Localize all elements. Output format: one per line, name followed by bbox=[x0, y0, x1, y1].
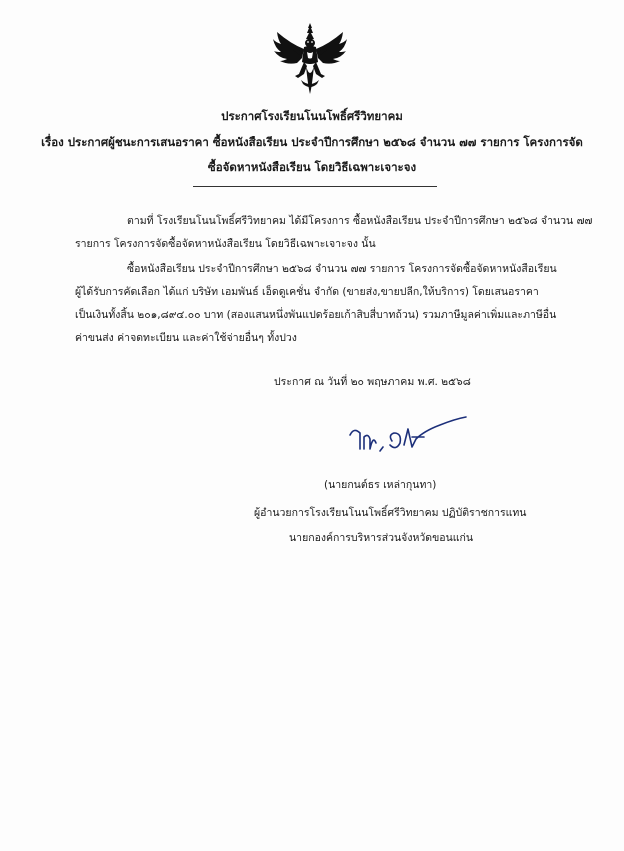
paragraph-1-line-1: ตามที่ โรงเรียนโนนโพธิ์ศรีวิทยาคม ได้มีโครงการ ซื้อหนังสือเรียน ประจำปีการศึกษา ๒๕๖๘ จำนวน ๗๗ bbox=[127, 215, 593, 227]
announcement-title: ประกาศโรงเรียนโนนโพธิ์ศรีวิทยาคม bbox=[221, 109, 403, 123]
paragraph-2-line-4: ค่าขนส่ง ค่าจดทะเบียน และค่าใช้จ่ายอื่นๆ ทั้งปวง bbox=[75, 332, 297, 344]
signer-position-line-2: นายกองค์การบริหารส่วนจังหวัดขอนแก่น bbox=[289, 532, 474, 544]
title-divider bbox=[193, 186, 437, 187]
subject-line-1: เรื่อง ประกาศผู้ชนะการเสนอราคา ซื้อหนังสือเรียน ประจำปีการศึกษา ๒๕๖๘ จำนวน ๗๗ รายการ โครงการจัด bbox=[41, 135, 583, 149]
signer-position-line-1: ผู้อำนวยการโรงเรียนโนนโพธิ์ศรีวิทยาคม ปฏิบัติราชการแทน bbox=[254, 507, 527, 519]
paragraph-2-line-3: เป็นเงินทั้งสิ้น ๒๐๑,๘๙๔.๐๐ บาท (สองแสนหนึ่งพันแปดร้อยเก้าสิบสี่บาทถ้วน) รวมภาษีมูลค่าเพิ่มและภาษีอื่น bbox=[75, 309, 557, 321]
signer-name: (นายกนต์ธร เหล่ากุนทา) bbox=[324, 479, 437, 491]
paragraph-1-line-2: รายการ โครงการจัดซื้อจัดหาหนังสือเรียน โดยวิธีเฉพาะเจาะจง นั้น bbox=[75, 238, 376, 250]
announcement-date: ประกาศ ณ วันที่ ๒๐ พฤษภาคม พ.ศ. ๒๕๖๘ bbox=[274, 376, 471, 388]
garuda-emblem-icon bbox=[271, 22, 349, 96]
paragraph-2-line-1: ซื้อหนังสือเรียน ประจำปีการศึกษา ๒๕๖๘ จำนวน ๗๗ รายการ โครงการจัดซื้อจัดหาหนังสือเรียน bbox=[127, 263, 557, 275]
subject-line-2: ซื้อจัดหาหนังสือเรียน โดยวิธีเฉพาะเจาะจง bbox=[207, 160, 417, 174]
paragraph-2-line-2: ผู้ได้รับการคัดเลือก ได้แก่ บริษัท เอมพันธ์ เอ็ดดูเคชั่น จำกัด (ขายส่ง,ขายปลีก,ให้บริการ) โดยเสนอราคา bbox=[75, 286, 539, 298]
handwritten-signature bbox=[340, 413, 470, 463]
